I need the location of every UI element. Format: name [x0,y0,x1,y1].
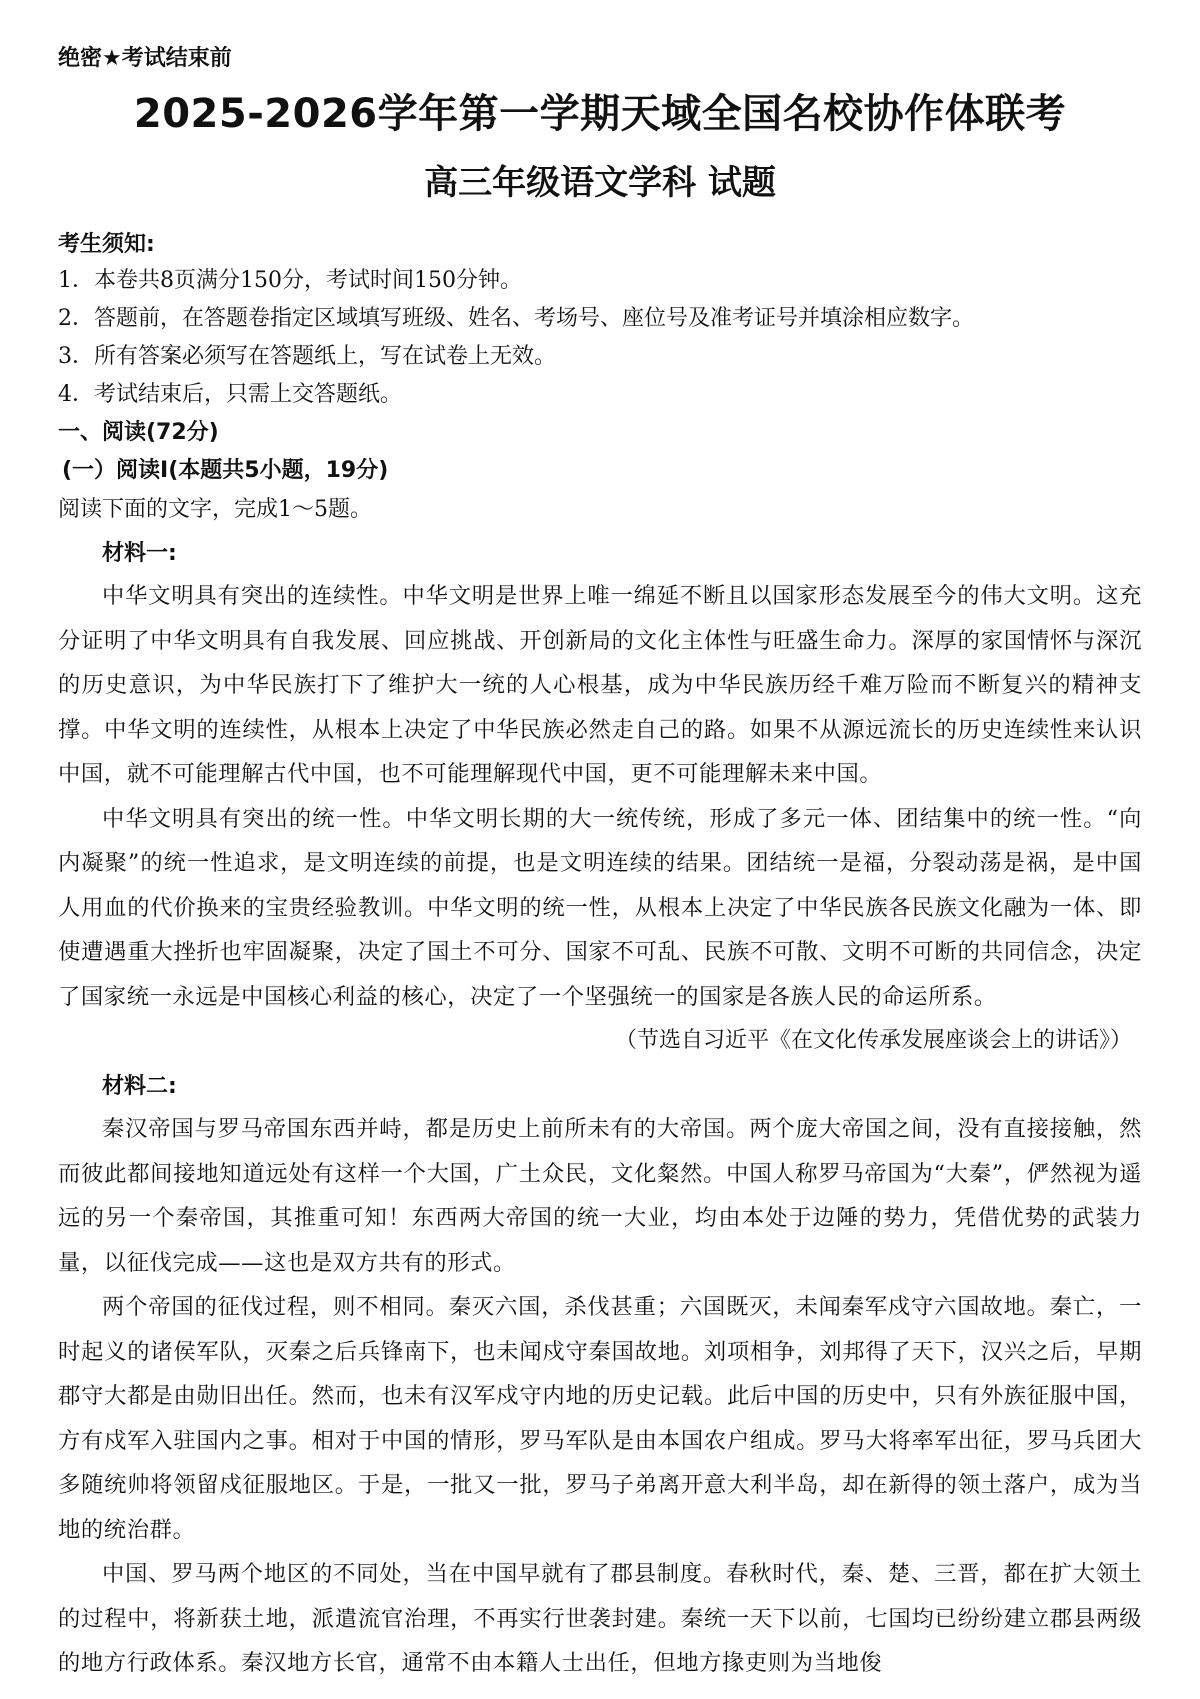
material-one-title: 材料一: [102,541,177,566]
notice-heading: 考生须知: [58,232,155,257]
exam-title: 2025-2026学年第一学期天域全国名校协作体联考 [133,91,1067,137]
material-two-paragraph: 中国、罗马两个地区的不同处，当在中国早就有了郡县制度。春秋时代，秦、楚、三晋，都在扩大领土的过程中，将新获土地，派遣流官治理，不再实行世袭封建。秦统一天下以前，七国均已纷纷建立郡县两级的地方行政体系。秦汉地方长官，通常不由本籍人士出任，但地方掾吏则为当地俊 [58,1561,1142,1676]
notice-item-4: 4．考试结束后，只需上交答题纸。 [58,382,402,407]
notice-item-1: 1．本卷共8页满分150分，考试时间150分钟。 [58,268,522,293]
material-two-title: 材料二: [102,1074,177,1099]
material-two-paragraph: 两个帝国的征伐过程，则不相同。秦灭六国，杀伐甚重；六国既灭，未闻秦军戍守六国故地。秦亡，一时起义的诸侯军队，灭秦之后兵锋南下，也未闻戍守秦国故地。刘项相争，刘邦得了天下，汉兴之后，早期郡守大都是由勋旧出任。然而，也未有汉军戍守内地的历史记载。此后中国的历史中，只有外族征服中国，方有戍军入驻国内之事。相对于中国的情形，罗马军队是由本国农户组成。罗马大将率军出征，罗马兵团大多随统帅将领留戍征服地区。于是，一批又一批，罗马子弟离开意大利半岛，却在新得的领土落户，成为当地的统治群。 [58,1294,1142,1543]
section-heading: 一、阅读(72分) [58,420,219,445]
exam-subtitle: 高三年级语文学科 试题 [424,163,776,203]
material-two-paragraph: 秦汉帝国与罗马帝国东西并峙，都是历史上前所未有的大帝国。两个庞大帝国之间，没有直接接触，然而彼此都间接地知道远处有这样一个大国，广土众民，文化粲然。中国人称罗马帝国为“大秦”，俨然视为遥远的另一个秦帝国，其推重可知！东西两大帝国的统一大业，均由本处于边陲的势力，凭借优势的武装力量，以征伐完成——这也是双方共有的形式。 [58,1116,1142,1276]
confidential-label: 绝密★考试结束前 [58,46,232,71]
sub-section-heading: (一）阅读Ⅰ(本题共5小题，19分) [62,458,389,483]
notice-item-3: 3．所有答案必须写在答题纸上，写在试卷上无效。 [58,344,556,369]
reading-instruction: 阅读下面的文字，完成1～5题。 [58,497,372,522]
material-one-source: （节选自习近平《在文化传承发展座谈会上的讲话》） [614,1028,1132,1053]
notice-list [58,262,1142,414]
material-one-paragraph: 中华文明具有突出的连续性。中华文明是世界上唯一绵延不断且以国家形态发展至今的伟大文明。这充分证明了中华文明具有自我发展、回应挑战、开创新局的文化主体性与旺盛生命力。深厚的家国情怀与深沉的历史意识，为中华民族打下了维护大一统的人心根基，成为中华民族历经千难万险而不断复兴的精神支撑。中华文明的连续性，从根本上决定了中华民族必然走自己的路。如果不从源远流长的历史连续性来认识中国，就不可能理解古代中国，也不可能理解现代中国，更不可能理解未来中国。 [58,583,1142,787]
notice-item-2: 2．答题前，在答题卷指定区域填写班级、姓名、考场号、座位号及准考证号并填涂相应数字。 [58,306,975,331]
material-one-paragraph: 中华文明具有突出的统一性。中华文明长期的大一统传统，形成了多元一体、团结集中的统一性。“向内凝聚”的统一性追求，是文明连续的前提，也是文明连续的结果。团结统一是福，分裂动荡是祸，是中国人用血的代价换来的宝贵经验教训。中华文明的统一性，从根本上决定了中华民族各民族文化融为一体、即使遭遇重大挫折也牢固凝聚，决定了国土不可分、国家不可乱、民族不可散、文明不可断的共同信念，决定了国家统一永远是中国核心利益的核心，决定了一个坚强统一的国家是各族人民的命运所系。 [58,805,1142,1010]
